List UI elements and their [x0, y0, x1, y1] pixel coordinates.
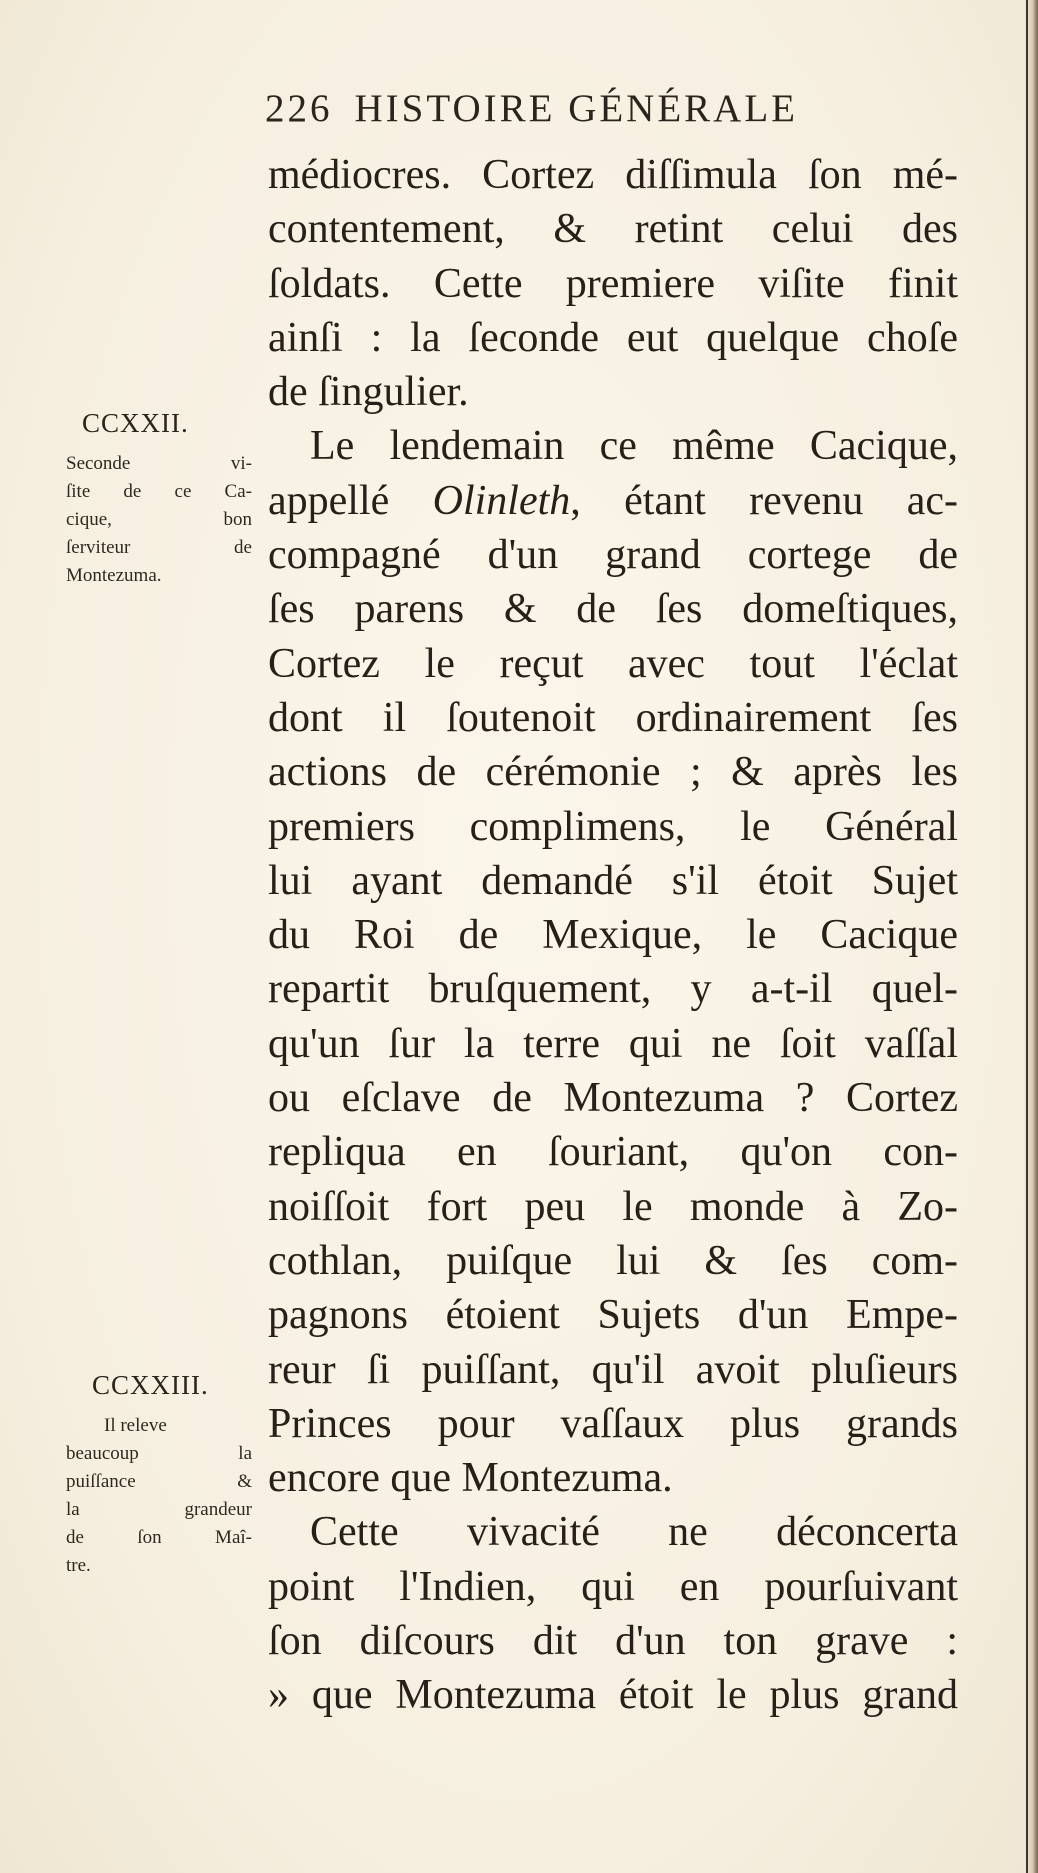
running-header	[265, 86, 945, 146]
text-line: encore que Montezuma.	[268, 1455, 673, 1502]
marginal-heading-ccxxii: CCXXII.	[82, 408, 189, 438]
italic-proper-name: Olinleth	[432, 477, 571, 524]
running-title: HISTOIRE GÉNÉRALE	[354, 87, 798, 130]
marginal-note-line: la grandeur	[66, 1499, 252, 1520]
marginal-note-line: ſerviteur de	[66, 537, 252, 558]
marginal-note-line: tre.	[66, 1555, 91, 1576]
text-line: médiocres. Cortez diſſimula ſon mé-	[268, 152, 958, 198]
text-line: reur ſi puiſſant, qu'il avoit pluſieurs	[268, 1346, 958, 1393]
text-line: pagnons étoient Sujets d'un Empe-	[268, 1292, 958, 1339]
text-line: Cortez le reçut avec tout l'éclat	[268, 640, 958, 687]
text-line: ou eſclave de Montezuma ? Cortez	[268, 1075, 958, 1122]
marginal-note-line: ſite de ce Ca-	[66, 481, 252, 502]
marginal-note-line: de ſon Maî-	[66, 1527, 252, 1548]
text-line: ainſi : la ſeconde eut quelque choſe	[268, 314, 958, 361]
marginal-heading-ccxxiii: CCXXIII.	[92, 1370, 209, 1400]
text-line: du Roi de Mexique, le Cacique	[268, 912, 958, 959]
marginal-note-line: cique, bon	[66, 509, 252, 530]
page-number: 226	[265, 87, 333, 130]
text-line: qu'un ſur la terre qui ne ſoit vaſſal	[268, 1020, 958, 1067]
text-line: point l'Indien, qui en pourſuivant	[268, 1563, 958, 1610]
binding-line	[1026, 0, 1028, 1873]
marginal-note-line: Seconde vi-	[66, 453, 252, 474]
text-line: cothlan, puiſque lui & ſes com-	[268, 1237, 958, 1284]
text-line: lui ayant demandé s'il étoit Sujet	[268, 857, 958, 904]
body-text	[268, 148, 958, 1723]
text-line: dont il ſoutenoit ordinairement ſes	[268, 694, 958, 741]
text-line: noiſſoit fort peu le monde à Zo-	[268, 1183, 958, 1230]
text-line: ſon diſcours dit d'un ton grave :	[268, 1618, 958, 1665]
text-line: actions de cérémonie ; & après les	[268, 749, 958, 796]
text-line: repliqua en ſouriant, qu'on con-	[268, 1129, 958, 1176]
text-line: » que Montezuma étoit le plus grand	[268, 1672, 958, 1719]
text-line: contentement, & retint celui des	[268, 206, 958, 253]
marginal-note-ccxxii	[66, 450, 252, 590]
text-line: Princes pour vaſſaux plus grands	[268, 1400, 958, 1447]
marginal-note-line: Il releve	[104, 1415, 167, 1436]
marginal-note-line: puiſſance &	[66, 1471, 252, 1492]
marginal-note-line: Montezuma.	[66, 565, 162, 586]
text-line: repartit bruſquement, y a-t-il quel-	[268, 966, 958, 1013]
text-line: appellé Olinleth, étant revenu ac-	[268, 477, 958, 524]
text-line: compagné d'un grand cortege de	[268, 532, 958, 579]
text-line: de ſingulier.	[268, 369, 469, 416]
text-line: Le lendemain ce même Cacique,	[310, 423, 958, 470]
marginal-note-line: beaucoup la	[66, 1443, 252, 1464]
marginal-note-ccxxiii	[66, 1412, 252, 1580]
text-line: ſes parens & de ſes domeſtiques,	[268, 586, 958, 633]
text-line: ſoldats. Cette premiere viſite finit	[268, 260, 958, 307]
text-line: Cette vivacité ne déconcerta	[310, 1509, 958, 1556]
text-line: premiers complimens, le Général	[268, 803, 958, 850]
